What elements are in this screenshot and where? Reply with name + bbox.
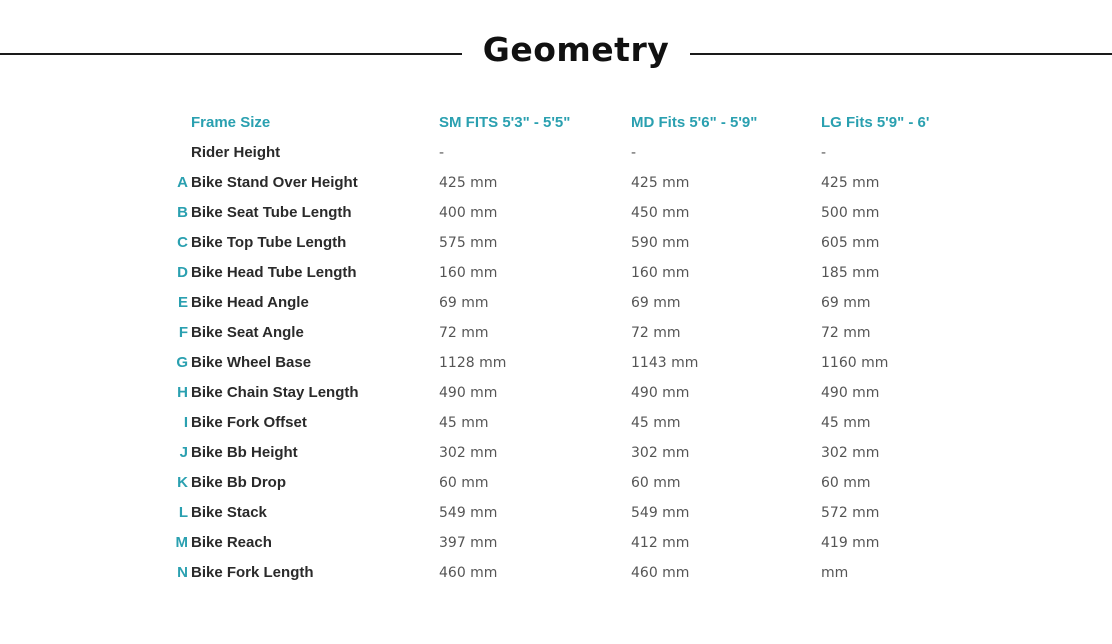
row-label: Rider Height <box>191 144 281 161</box>
value-sm: 302 mm <box>439 445 498 461</box>
row-letter: G <box>176 354 188 371</box>
value-md: 412 mm <box>631 535 690 551</box>
table-row <box>0 348 1112 378</box>
row-label: Bike Seat Angle <box>191 324 304 341</box>
row-label: Bike Wheel Base <box>191 354 312 371</box>
row-letter: L <box>178 504 188 521</box>
row-label: Bike Head Tube Length <box>191 264 357 281</box>
row-label: Bike Chain Stay Length <box>191 384 359 401</box>
value-sm: 1128 mm <box>439 355 507 371</box>
value-sm: 45 mm <box>439 415 489 431</box>
row-letter: J <box>179 444 188 461</box>
row-label: Bike Fork Offset <box>191 414 307 431</box>
value-md: 302 mm <box>631 445 690 461</box>
table-row <box>0 228 1112 258</box>
table-row <box>0 288 1112 318</box>
row-letter: A <box>177 174 188 191</box>
value-md: 425 mm <box>631 175 690 191</box>
row-letter: I <box>183 414 188 431</box>
value-lg: 572 mm <box>821 505 880 521</box>
value-md: 69 mm <box>631 295 681 311</box>
row-label: Bike Stand Over Height <box>191 174 358 191</box>
row-letter: E <box>177 294 188 311</box>
frame-size-label: Frame Size <box>191 114 271 131</box>
table-row <box>0 528 1112 558</box>
value-sm: 72 mm <box>439 325 489 341</box>
table-row <box>0 498 1112 528</box>
table-row <box>0 138 1112 168</box>
value-sm: 160 mm <box>439 265 498 281</box>
value-md: - <box>631 145 637 161</box>
row-label: Bike Fork Length <box>191 564 314 581</box>
column-header-lg: LG Fits 5'9" - 6' <box>821 114 930 131</box>
value-md: 549 mm <box>631 505 690 521</box>
row-label: Bike Reach <box>191 534 272 551</box>
value-lg: 605 mm <box>821 235 880 251</box>
value-sm: 69 mm <box>439 295 489 311</box>
value-md: 60 mm <box>631 475 681 491</box>
value-lg: 419 mm <box>821 535 880 551</box>
value-md: 450 mm <box>631 205 690 221</box>
row-letter: C <box>177 234 188 251</box>
value-md: 72 mm <box>631 325 681 341</box>
value-md: 490 mm <box>631 385 690 401</box>
value-lg: 1160 mm <box>821 355 889 371</box>
row-label: Bike Top Tube Length <box>191 234 347 251</box>
value-sm: 490 mm <box>439 385 498 401</box>
row-letter: K <box>177 474 188 491</box>
column-header-sm: SM FITS 5'3" - 5'5" <box>439 114 571 131</box>
value-lg: - <box>821 145 827 161</box>
value-lg: 69 mm <box>821 295 871 311</box>
table-row <box>0 408 1112 438</box>
header-rule-right <box>690 53 1112 55</box>
table-row <box>0 168 1112 198</box>
value-lg: 425 mm <box>821 175 880 191</box>
table-header-row <box>0 108 1112 138</box>
table-row <box>0 318 1112 348</box>
header-rule-left <box>0 53 462 55</box>
value-lg: 500 mm <box>821 205 880 221</box>
column-header-md: MD Fits 5'6" - 5'9" <box>631 114 758 131</box>
row-label: Bike Bb Drop <box>191 474 287 491</box>
value-lg: 60 mm <box>821 475 871 491</box>
row-letter: N <box>177 564 188 581</box>
value-lg: 490 mm <box>821 385 880 401</box>
table-row <box>0 198 1112 228</box>
row-label: Bike Seat Tube Length <box>191 204 352 221</box>
value-lg: 45 mm <box>821 415 871 431</box>
value-sm: 400 mm <box>439 205 498 221</box>
geometry-table <box>0 108 1112 588</box>
value-md: 45 mm <box>631 415 681 431</box>
row-letter: F <box>178 324 188 341</box>
value-md: 160 mm <box>631 265 690 281</box>
value-md: 1143 mm <box>631 355 699 371</box>
section-header <box>0 24 1112 84</box>
row-letter: M <box>175 534 188 551</box>
table-row <box>0 378 1112 408</box>
row-letter: H <box>177 384 188 401</box>
value-lg: 72 mm <box>821 325 871 341</box>
table-row <box>0 558 1112 588</box>
value-sm: 425 mm <box>439 175 498 191</box>
row-label: Bike Head Angle <box>191 294 309 311</box>
table-row <box>0 258 1112 288</box>
value-lg: mm <box>821 565 849 581</box>
table-row <box>0 438 1112 468</box>
value-sm: 575 mm <box>439 235 498 251</box>
value-sm: - <box>439 145 445 161</box>
value-md: 590 mm <box>631 235 690 251</box>
row-label: Bike Stack <box>191 504 267 521</box>
value-md: 460 mm <box>631 565 690 581</box>
value-sm: 397 mm <box>439 535 498 551</box>
value-sm: 60 mm <box>439 475 489 491</box>
table-row <box>0 468 1112 498</box>
value-lg: 185 mm <box>821 265 880 281</box>
value-sm: 460 mm <box>439 565 498 581</box>
row-letter: D <box>177 264 188 281</box>
row-label: Bike Bb Height <box>191 444 298 461</box>
row-letter: B <box>177 204 188 221</box>
value-sm: 549 mm <box>439 505 498 521</box>
page-title: Geometry <box>482 30 670 69</box>
value-lg: 302 mm <box>821 445 880 461</box>
